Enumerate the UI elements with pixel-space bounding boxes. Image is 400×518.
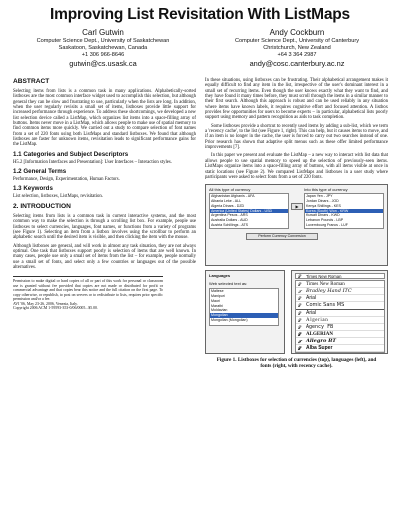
- currency-from-list[interactable]: [209, 193, 289, 229]
- font-icon: 𝓣: [298, 274, 302, 280]
- venue-text: AVI '06, May 23-26, 2006, Venezia, Italy.: [13, 301, 78, 306]
- list-item[interactable]: 𝓣 Arial: [296, 295, 384, 302]
- author-phone: +1 306 966-8646: [81, 52, 125, 58]
- font-window: [291, 270, 388, 354]
- list-item[interactable]: Australia Dollars - AUD: [211, 218, 248, 223]
- perform-conversion-button[interactable]: Perform Currency Conversion: [246, 233, 318, 240]
- list-item[interactable]: 𝓣 Arial: [296, 310, 384, 317]
- terms-text: Performance, Design, Experimentation, Human Factors.: [13, 177, 120, 183]
- list-item[interactable]: Argentina Pesos - ARS: [211, 213, 248, 218]
- terms-heading: 1.2 General Terms: [13, 168, 67, 176]
- author-2: [206, 28, 388, 68]
- font-type-icon: 𝓣: [298, 289, 302, 295]
- language-list[interactable]: [209, 288, 279, 326]
- author-email: gutwin@cs.usask.ca: [69, 59, 137, 68]
- author-affiliation: Computer Science Dept., University of Saskatchewan: [36, 38, 170, 44]
- list-item[interactable]: 𝓣 Bradley Hand ITC: [296, 288, 384, 295]
- abstract-text: Selecting items from lists is a common task in many applications. Alphabetically-sorted listboxes are the most common interface widget used to accomplish this selection, but although general they can be slow and frustrating to use, particularly when the lists are long. In addition, when the user regularly revisits a small set of items, listboxes provide little support for increased performance through experience. To address these shortcomings, we developed a new list selection device called a ListMap, which organizes list items into a space-filling array of buttons. Items never move in a ListMap, which allows people to make use of spatial memory to find common items more quickly. We carried out a study to compare selection of font names from a set of 220 fonts using both ListMaps and standard listboxes. We found that although listboxes are faster for unknown items, revisitation leads to significant performance gains for the ListMap.: [13, 89, 196, 148]
- author-city: Christchurch, New Zealand: [263, 45, 331, 51]
- language-heading: Languages: [209, 273, 231, 279]
- categories-heading: 1.1 Categories and Subject Descriptors: [13, 150, 129, 158]
- list-item[interactable]: Albania Leke - ALL: [211, 198, 242, 203]
- list-item[interactable]: Lebanon Pounds - LBP: [306, 218, 344, 223]
- list-item[interactable]: Austria Schillings - ATS: [211, 222, 249, 227]
- list-item[interactable]: 𝓣 Algerian: [296, 317, 384, 324]
- list-item[interactable]: Luxembourg Francs - LUF: [306, 222, 348, 227]
- language-label: Web selected text as:: [209, 281, 248, 287]
- intro-paragraph-2: Although listboxes are general, and will work in almost any task situation, they are not always optimal. One task that listboxes support poorly is selection of items that are well known. In many cases, people use only a small set of items from the list – for example, people normally use a small set of fonts, and select only a few countries or languages out of the possible alternatives.: [13, 243, 196, 270]
- font-type-icon: 𝓣: [298, 331, 302, 337]
- body-paragraph-1: In these situations, using listboxes can be frustrating. Their alphabetical arrangement makes it equally difficult to find any item in the list, irrespective of the user's dominant interest in a small set of recurring items. Even though the user knows exactly what they want to find, and they have found it many times before, they must scroll through the items in a similar manner to their first search. Although this approach is robust and can be used reliably in any situation where items have known labels, it requires cognitive effort and focused attention. A listbox provides few opportunities for users to become experts – in particular, alphabetical lists poorly support using memory and pattern recognition as aids to task completion.: [205, 78, 388, 121]
- list-item[interactable]: Marathi: [211, 303, 223, 308]
- list-item[interactable]: Moldavian: [211, 308, 228, 313]
- intro-paragraph-1: Selecting items from lists is a common task in current interactive systems, and the most common way to make the selection is through a scrolling list box. For example, people use listboxes to select currencies, languages, font names, or functions from a variety of programs (see Figure 1). Selecting an item from a listbox involves using the scrollbar to perform an alphabetic search until the desired item is visible, and then clicking the item with the mouse.: [13, 213, 196, 241]
- list-item[interactable]: 𝓣 Times New Roman: [296, 281, 384, 288]
- font-type-icon: 𝓣: [298, 338, 302, 344]
- arrow-right-icon[interactable]: ▶: [291, 203, 303, 210]
- list-item[interactable]: 𝓣 Comic Sans MS: [296, 302, 384, 309]
- currency-window: [205, 184, 388, 266]
- list-item[interactable]: 𝓣 Agency FB: [296, 324, 384, 331]
- list-item[interactable]: Mongolian (Mongolian): [211, 317, 248, 322]
- categories-text: H5.2 [Information Interfaces and Presentation]: User Interfaces – Interaction styles.: [13, 159, 172, 165]
- list-item-selected[interactable]: Korea (South) Won - KRW: [305, 209, 383, 214]
- author-1: [12, 28, 194, 68]
- author-phone: +64 3 364 2987: [277, 52, 317, 58]
- font-combobox-value: Times New Roman: [306, 274, 342, 280]
- introduction-heading: 2. INTRODUCTION: [13, 202, 71, 210]
- list-item[interactable]: Japan Yen - JPY: [306, 194, 333, 199]
- author-city: Saskatoon, Saskatchewan, Canada: [58, 45, 148, 51]
- author-affiliation: Computer Science Dept., University of Canterbury: [234, 38, 360, 44]
- permission-text: Permission to make digital or hard copies of all or part of this work for personal or classroom use is granted without fee provided that copies are not made or distributed for profit or commercial advantage and that copies bear this notice and the full citation on the first page. To copy otherwise, or republish, to post on servers or to redistribute to lists, requires prior specific permission and/or a fee.: [13, 279, 163, 302]
- font-type-icon: 𝓣: [298, 324, 302, 330]
- keywords-text: List selection, listboxes, ListMaps, revisitation.: [13, 194, 103, 200]
- font-list[interactable]: [295, 280, 385, 353]
- author-email: andy@cosc.canterbury.ac.nz: [249, 59, 345, 68]
- font-type-icon: 𝓣: [298, 296, 302, 302]
- list-item[interactable]: Maori: [211, 298, 220, 303]
- list-item[interactable]: Jordan Dinars - JOD: [306, 198, 339, 203]
- body-paragraph-3: In this paper we present and evaluate the ListMap – a new way to interact with list data that allows people to use spatial memory to speed up the selection of previously-seen items. ListMaps organize items into a space-filling array of buttons, with all items visible at once in static locations (see Figure 2). We compared ListMaps and listboxes in a user study where participants were asked to select fonts from a set of 220 fonts.: [205, 153, 388, 180]
- figure-1: [205, 184, 388, 354]
- author-name: Carl Gutwin: [82, 28, 124, 37]
- font-type-icon: 𝓣: [298, 346, 302, 352]
- permission-notice: [13, 276, 163, 311]
- font-combobox[interactable]: [295, 273, 385, 279]
- currency-to-list[interactable]: [304, 193, 384, 229]
- list-item[interactable]: Algeria Dinars - DZD: [211, 203, 245, 208]
- list-item[interactable]: 𝓣 Allegro BT: [296, 338, 384, 345]
- font-type-icon: 𝓣: [298, 317, 302, 323]
- language-window: [205, 270, 285, 354]
- font-type-icon: 𝓣: [298, 282, 302, 288]
- list-item[interactable]: Maltese: [211, 289, 224, 294]
- currency-to-label: Into this type of currency: [304, 187, 348, 193]
- list-item[interactable]: Afghanistan Afghanis - AFA: [211, 194, 255, 199]
- font-type-icon: 𝓣: [298, 303, 302, 309]
- keywords-heading: 1.3 Keywords: [13, 185, 53, 193]
- abstract-heading: ABSTRACT: [13, 78, 50, 85]
- list-item[interactable]: 𝓣 Alba Super: [296, 345, 384, 352]
- list-item-selected[interactable]: Mongolian: [210, 313, 278, 318]
- paper-title: Improving List Revisitation With ListMaps: [50, 6, 350, 23]
- font-type-icon: 𝓣: [298, 310, 302, 316]
- author-block: [12, 28, 388, 68]
- copyright-text: Copyright 2006 ACM 1-59593-353-0/06/0005...$5.00.: [13, 306, 98, 311]
- right-column: [205, 78, 388, 369]
- list-item[interactable]: Kuwait Dinars - KWD: [306, 213, 340, 218]
- body-paragraph-2: Some listboxes provide a shortcut to recently used items by adding a sub-list, which we term a 'recency cache', to the list (see Figure 1, right). This can help, but it causes items to move, and if an item is no longer in the cache, the user is forced to carry out two searches instead of one. Prior research has shown that adaptive split menus such as these offer limited performance improvements [7].: [205, 123, 388, 151]
- list-item-selected[interactable]: America (United States) Dollars - USD: [210, 209, 288, 214]
- list-item[interactable]: Kenya Shillings - KES: [306, 203, 341, 208]
- currency-from-label: All this type of currency: [209, 187, 251, 193]
- figure-caption: Figure 1. Listboxes for selection of currencies (top), languages (left), and fonts (right, with recency cache).: [216, 357, 377, 370]
- author-name: Andy Cockburn: [269, 28, 325, 37]
- list-item[interactable]: 𝓣 ALGERIAN: [296, 331, 384, 338]
- list-item[interactable]: Manipuri: [211, 293, 225, 298]
- left-column: [13, 78, 196, 311]
